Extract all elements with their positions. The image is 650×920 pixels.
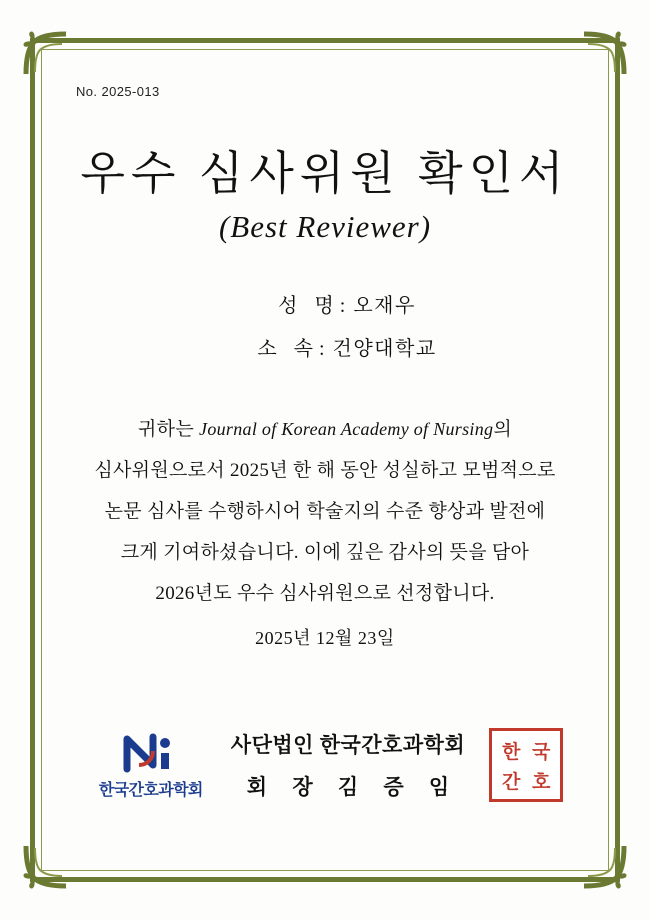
seal-character: 한 [502, 741, 521, 763]
issue-date: 2025년 12월 23일 [255, 628, 395, 648]
certificate-body [52, 409, 598, 614]
seal-character: 간 [502, 771, 521, 793]
recipient-name-value: : 오재우 [339, 295, 416, 317]
seal-character: 국 [532, 741, 551, 763]
signature-block [52, 728, 598, 802]
organization-name: 사단법인 한국간호과학회 [230, 733, 466, 757]
recipient-affiliation-value: : 건양대학교 [318, 338, 437, 360]
logo-text: 한국간호과학회 [98, 781, 203, 799]
body-line-4: 크게 기여하셨습니다. 이에 깊은 감사의 뜻을 담아 [120, 542, 530, 563]
certificate-content [52, 60, 598, 860]
seal-character: 호 [532, 771, 551, 793]
president-signature: 회 장 김 증 임 [246, 775, 460, 799]
certificate-title-english: (Best Reviewer) [218, 209, 432, 244]
recipient-name-row [96, 289, 598, 318]
journal-name: Journal of Korean Academy of Nursing [199, 419, 494, 439]
document-number: No. 2025-013 [76, 84, 160, 99]
body-line-3: 논문 심사를 수행하시어 학술지의 수준 향상과 발전에 [104, 501, 546, 522]
recipient-block [52, 289, 598, 361]
logo-symbol-icon [87, 731, 215, 775]
body-line-2: 심사위원으로서 2025년 한 해 동안 성실하고 모범적으로 [94, 460, 556, 481]
recipient-affiliation-label: 소 속 [257, 338, 319, 360]
official-seal [489, 728, 563, 802]
body-line-1-prefix: 귀하는 [138, 419, 200, 440]
organization-block [231, 729, 465, 801]
body-line-1 [52, 409, 598, 450]
body-line-5: 2026년도 우수 심사위원으로 선정합니다. [155, 583, 495, 604]
organization-logo [87, 731, 215, 800]
recipient-affiliation-row [96, 332, 598, 361]
body-line-1-suffix: 의 [493, 419, 512, 440]
certificate-title-korean: 우수 심사위원 확인서 [80, 148, 570, 199]
recipient-name-label: 성 명 [278, 295, 340, 317]
